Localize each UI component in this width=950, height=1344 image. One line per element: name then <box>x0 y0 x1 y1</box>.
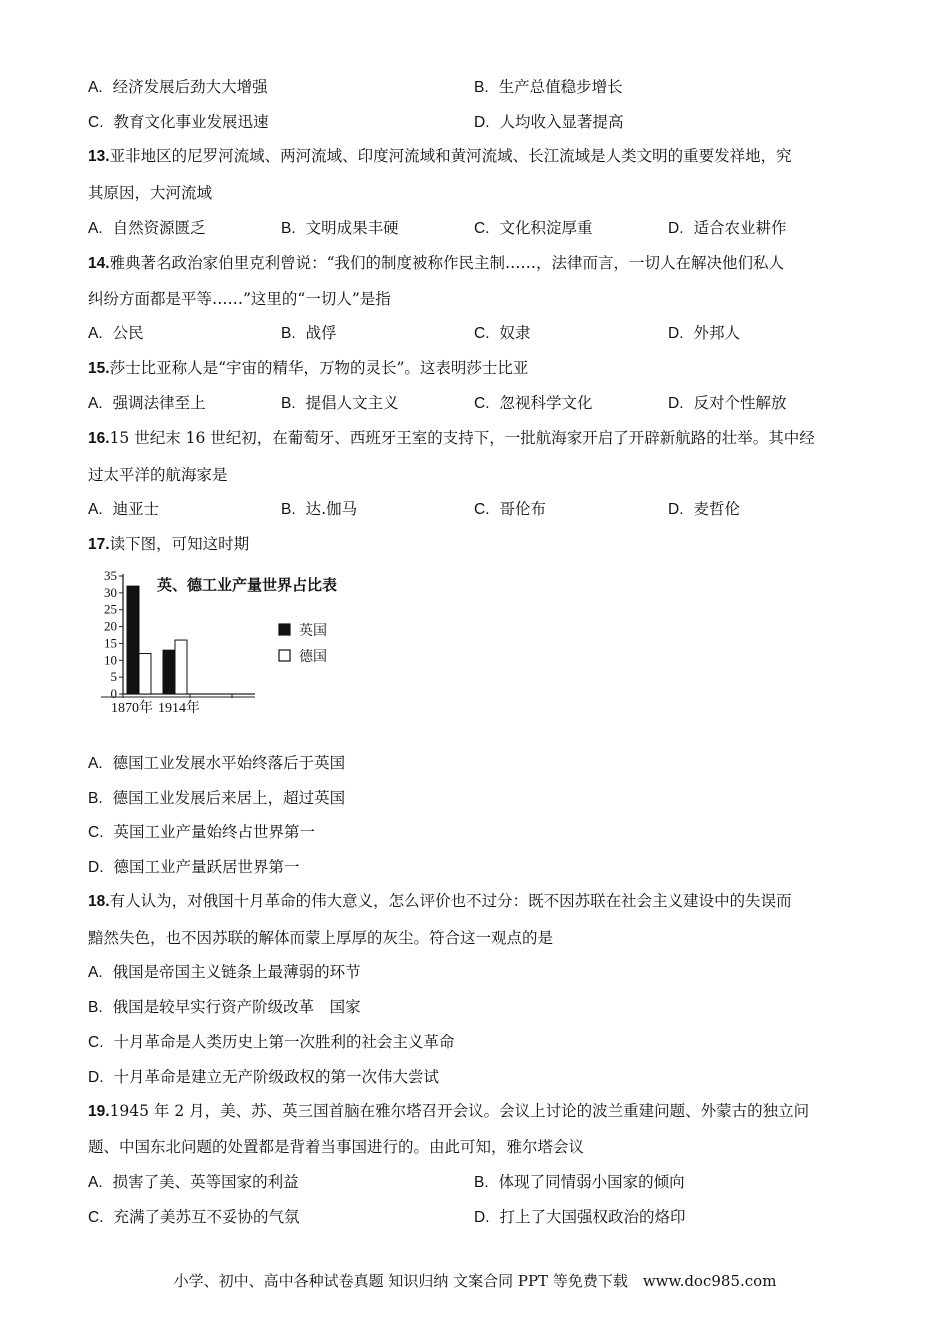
q14-option-c: C. 奴隶 <box>474 324 531 342</box>
q16-option-d: D. 麦哲伦 <box>668 500 741 518</box>
chart-title: 英、德工业产量世界占比表 <box>157 576 338 594</box>
y-tick-label: 25 <box>104 601 117 617</box>
q18-stem-line2: 黯然失色，也不因苏联的解体而蒙上厚厚的灰尘。符合这一观点的是 <box>88 929 554 947</box>
q13-option-a: A. 自然资源匮乏 <box>88 219 206 237</box>
y-tick-label: 10 <box>104 652 117 668</box>
q13-stem-line1: 13.亚非地区的尼罗河流域、两河流域、印度河流域和黄河流域、长江流域是人类文明的重要发祥地，究 <box>88 147 792 165</box>
q13-option-c: C. 文化积淀厚重 <box>474 219 593 237</box>
bar-uk-1870年 <box>127 586 139 694</box>
q13-option-b: B. 文明成果丰硬 <box>281 219 399 237</box>
legend-swatch-uk <box>279 624 290 635</box>
q16-option-c: C. 哥伦布 <box>474 500 547 518</box>
y-tick-label: 30 <box>104 584 117 600</box>
q12-option-b: B. 生产总值稳步增长 <box>474 78 623 96</box>
q16-stem-line2: 过太平洋的航海家是 <box>88 466 228 484</box>
q14-stem-line2: 纠纷方面都是平等……”这里的“一切人”是指 <box>88 290 391 308</box>
y-tick-label: 35 <box>104 568 117 583</box>
q15-option-c: C. 忽视科学文化 <box>474 394 593 412</box>
q14-option-a: A. 公民 <box>88 324 144 342</box>
legend-label-germany: 德国 <box>299 649 327 665</box>
q16-stem-line1: 16.15 世纪末 16 世纪初，在葡萄牙、西班牙王室的支持下，一批航海家开启了开辟新航路的壮举。其中经 <box>88 429 815 447</box>
legend-swatch-germany <box>279 650 290 661</box>
q15-stem-line1: 15.莎士比亚称人是“宇宙的精华，万物的灵长”。这表明莎士比亚 <box>88 359 529 377</box>
y-tick-label: 5 <box>110 669 117 685</box>
y-tick-label: 0 <box>110 686 117 701</box>
y-tick-label: 20 <box>104 618 117 634</box>
chart-bars <box>127 586 290 694</box>
x-category-label: 1914年 <box>158 701 200 716</box>
q19-option-d: D. 打上了大国强权政治的烙印 <box>474 1208 686 1226</box>
q17-option-b: B. 德国工业发展后来居上，超过英国 <box>88 789 346 807</box>
q14-stem-line1: 14.雅典著名政治家伯里克利曾说：“我们的制度被称作民主制……，法律而言，一切人在解决他们私人 <box>88 254 784 272</box>
q17-option-a: A. 德国工业发展水平始终落后于英国 <box>88 754 346 772</box>
bar-uk-1914年 <box>163 650 175 694</box>
page-footer: 小学、初中、高中各种试卷真题 知识归纳 文案合同 PPT 等免费下载 www.doc985.com <box>173 1272 777 1290</box>
x-category-label: 1870年 <box>111 701 153 716</box>
bar-germany-1914年 <box>175 640 187 694</box>
q12-option-a: A. 经济发展后劲大大增强 <box>88 78 268 96</box>
q17-option-d: D. 德国工业产量跃居世界第一 <box>88 858 300 876</box>
q19-stem-line1: 19.1945 年 2 月，美、苏、英三国首脑在雅尔塔召开会议。会议上讨论的波兰重建问题、外蒙古的独立问 <box>88 1102 810 1120</box>
q14-option-d: D. 外邦人 <box>668 324 741 342</box>
q18-option-b: B. 俄国是较早实行资产阶级改革 国家 <box>88 998 361 1016</box>
q18-option-c: C. 十月革命是人类历史上第一次胜利的社会主义革命 <box>88 1033 455 1051</box>
q12-option-d: D. 人均收入显著提高 <box>474 113 624 131</box>
q19-option-a: A. 损害了美、英等国家的利益 <box>88 1173 299 1191</box>
q12-option-c: C. 教育文化事业发展迅速 <box>88 113 269 131</box>
bar-germany-1870年 <box>139 654 151 694</box>
q17-stem-line1: 17.读下图，可知这时期 <box>88 535 250 553</box>
q13-option-d: D. 适合农业耕作 <box>668 219 787 237</box>
q16-option-a: A. 迪亚士 <box>88 500 160 518</box>
q13-stem-line2: 其原因，大河流域 <box>88 184 213 202</box>
y-tick-label: 15 <box>104 635 117 651</box>
q19-option-b: B. 体现了同情弱小国家的倾向 <box>474 1173 685 1191</box>
q18-option-a: A. 俄国是帝国主义链条上最薄弱的环节 <box>88 963 361 981</box>
q14-option-b: B. 战俘 <box>281 324 337 342</box>
q15-option-b: B. 提倡人文主义 <box>281 394 399 412</box>
q15-option-d: D. 反对个性解放 <box>668 394 787 412</box>
q18-stem-line1: 18.有人认为，对俄国十月革命的伟大意义，怎么评价也不过分：既不因苏联在社会主义建设中的失误而 <box>88 892 792 910</box>
industrial-output-bar-chart <box>95 568 365 718</box>
legend-label-uk: 英国 <box>299 623 327 639</box>
q17-option-c: C. 英国工业产量始终占世界第一 <box>88 823 316 841</box>
q19-stem-line2: 题、中国东北问题的处置都是背着当事国进行的。由此可知，雅尔塔会议 <box>88 1138 585 1156</box>
q16-option-b: B. 达.伽马 <box>281 500 358 518</box>
q15-option-a: A. 强调法律至上 <box>88 394 206 412</box>
q19-option-c: C. 充满了美苏互不妥协的气氛 <box>88 1208 300 1226</box>
q18-option-d: D. 十月革命是建立无产阶级政权的第一次伟大尝试 <box>88 1068 440 1086</box>
